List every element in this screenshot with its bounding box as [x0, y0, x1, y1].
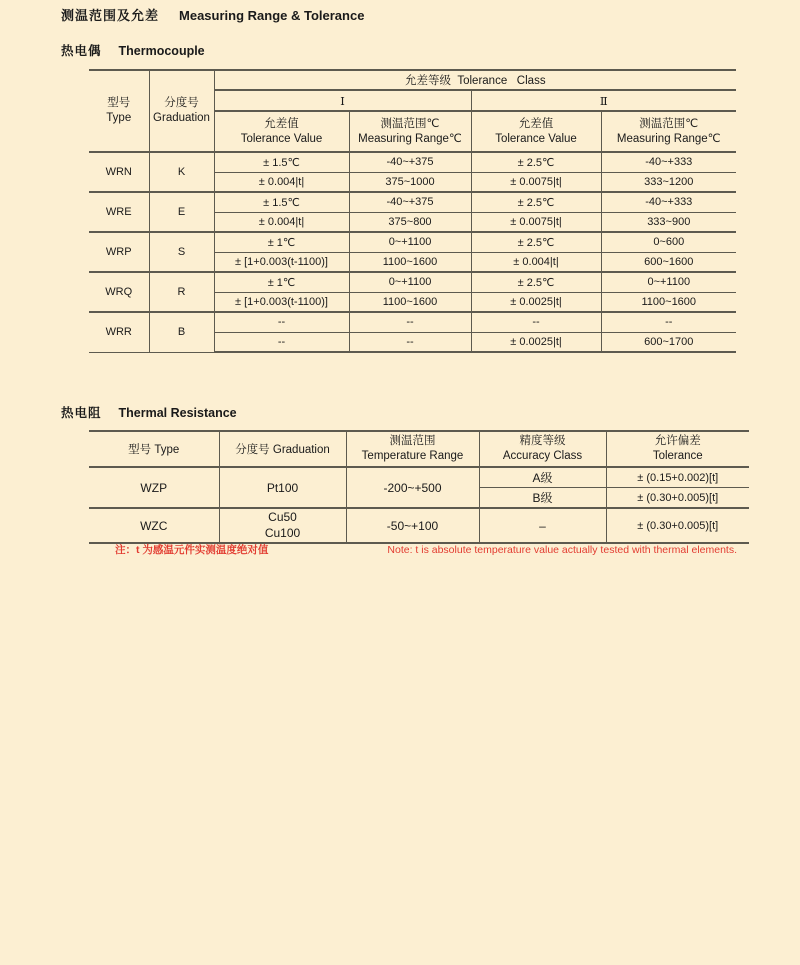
graduation-cell: Pt100 — [219, 467, 346, 508]
thermocouple-header-row-1 — [89, 70, 736, 90]
page-title — [61, 5, 364, 24]
tolerance-cell: ± 2.5℃ — [471, 152, 601, 172]
accuracy-cell: – — [479, 508, 606, 543]
range-cell: 1100~1600 — [349, 292, 471, 312]
tolerance-cell: ± 0.0075|t| — [471, 172, 601, 192]
header-tolerance-value-2-zh: 允差值 — [518, 117, 554, 130]
header-class-1: Ⅰ — [214, 90, 471, 111]
header-measuring-range-2 — [601, 111, 736, 152]
header-tolerance-value-1 — [214, 111, 349, 152]
header-temperature-range — [346, 431, 479, 467]
graduation-cell — [219, 508, 346, 543]
tolerance-cell: ± (0.30+0.005)[t] — [606, 488, 749, 509]
range-cell: 0~+1100 — [601, 272, 736, 292]
tolerance-cell: ± [1+0.003(t-1100)] — [214, 252, 349, 272]
tolerance-cell: ± 0.004|t| — [471, 252, 601, 272]
tolerance-cell: ± 2.5℃ — [471, 272, 601, 292]
range-cell: 333~1200 — [601, 172, 736, 192]
range-cell: -40~+375 — [349, 152, 471, 172]
header-type — [89, 70, 149, 152]
thermal-resistance-heading-zh: 热电阻 — [61, 406, 102, 420]
header-tolerance-value-2 — [471, 111, 601, 152]
range-cell: -50~+100 — [346, 508, 479, 543]
graduation-cell: B — [149, 312, 214, 352]
header-tolerance-zh: 允许偏差 — [654, 435, 701, 448]
range-cell: -- — [349, 312, 471, 332]
type-cell: WRE — [89, 192, 149, 232]
tolerance-cell: ± [1+0.003(t-1100)] — [214, 292, 349, 312]
header-measuring-range-1-zh: 测温范围℃ — [380, 117, 440, 130]
header-measuring-range-2-en: Measuring Range℃ — [616, 132, 721, 145]
tolerance-cell: -- — [214, 332, 349, 352]
range-cell: 375~800 — [349, 212, 471, 232]
footnote-row — [115, 542, 737, 557]
tolerance-cell: ± (0.15+0.002)[t] — [606, 467, 749, 488]
tolerance-cell: ± 1.5℃ — [214, 152, 349, 172]
tolerance-cell: ± 0.0075|t| — [471, 212, 601, 232]
table-row-wrr-1 — [89, 312, 736, 332]
header-type-zh: 型号 — [107, 97, 131, 110]
header-graduation — [149, 70, 214, 152]
page-title-en: Measuring Range & Tolerance — [179, 8, 365, 23]
tolerance-cell: ± 0.0025|t| — [471, 332, 601, 352]
graduation-line-1: Cu50 — [268, 510, 297, 524]
table-row-wre-1 — [89, 192, 736, 212]
header-accuracy-class-en: Accuracy Class — [502, 450, 583, 462]
header-graduation-en: Graduation — [153, 112, 210, 124]
footnote-zh: 注：t 为感温元件实测温度绝对值 — [115, 544, 269, 556]
range-cell: 0~600 — [601, 232, 736, 252]
accuracy-cell: B级 — [479, 488, 606, 509]
graduation-cell: S — [149, 232, 214, 272]
graduation-cell: E — [149, 192, 214, 232]
header-type: 型号 Type — [89, 431, 219, 467]
footnote-en: Note: t is absolute temperature value actually tested with thermal elements. — [387, 544, 737, 556]
header-temperature-range-en: Temperature Range — [361, 450, 464, 462]
table-row-wzp-a — [89, 467, 749, 488]
header-type-en: Type — [106, 112, 132, 124]
header-tolerance — [606, 431, 749, 467]
type-cell: WRP — [89, 232, 149, 272]
table-row-wrn-1 — [89, 152, 736, 172]
header-tolerance-class: 允差等级 Tolerance Class — [214, 70, 736, 90]
tolerance-cell: -- — [214, 312, 349, 332]
thermal-resistance-section-heading — [61, 403, 237, 421]
header-accuracy-class — [479, 431, 606, 467]
range-cell: -40~+333 — [601, 192, 736, 212]
header-tolerance-value-1-zh: 允差值 — [264, 117, 299, 130]
header-class-2: Ⅱ — [471, 90, 736, 111]
type-cell: WRQ — [89, 272, 149, 312]
range-cell: 1100~1600 — [601, 292, 736, 312]
thermal-resistance-heading-en: Thermal Resistance — [118, 406, 237, 420]
range-cell: -- — [601, 312, 736, 332]
tolerance-cell: ± 0.0025|t| — [471, 292, 601, 312]
table-row-wzc — [89, 508, 749, 543]
header-temperature-range-zh: 测温范围 — [389, 435, 436, 448]
tolerance-cell: ± (0.30+0.005)[t] — [606, 508, 749, 543]
header-tolerance-value-1-en: Tolerance Value — [240, 132, 323, 145]
type-cell: WRR — [89, 312, 149, 352]
header-measuring-range-1-en: Measuring Range℃ — [358, 132, 462, 145]
range-cell: -200~+500 — [346, 467, 479, 508]
range-cell: 375~1000 — [349, 172, 471, 192]
type-cell: WZC — [89, 508, 219, 543]
tolerance-cell: ± 1℃ — [214, 272, 349, 292]
thermal-resistance-table — [89, 430, 749, 544]
range-cell: -40~+375 — [349, 192, 471, 212]
table-row-wrp-1 — [89, 232, 736, 252]
graduation-cell: R — [149, 272, 214, 312]
tolerance-cell: ± 2.5℃ — [471, 192, 601, 212]
header-graduation-zh: 分度号 — [164, 97, 199, 110]
thermal-resistance-header-row — [89, 431, 749, 467]
range-cell: -40~+333 — [601, 152, 736, 172]
range-cell: 600~1600 — [601, 252, 736, 272]
range-cell: 600~1700 — [601, 332, 736, 352]
header-graduation: 分度号 Graduation — [219, 431, 346, 467]
thermocouple-heading-zh: 热电偶 — [61, 44, 102, 58]
tolerance-cell: ± 1.5℃ — [214, 192, 349, 212]
table-row-wrq-1 — [89, 272, 736, 292]
accuracy-cell: A级 — [479, 467, 606, 488]
thermocouple-table — [89, 69, 736, 353]
tolerance-cell: -- — [471, 312, 601, 332]
tolerance-cell: ± 1℃ — [214, 232, 349, 252]
range-cell: -- — [349, 332, 471, 352]
page-title-zh: 测温范围及允差 — [61, 8, 160, 23]
type-cell: WRN — [89, 152, 149, 192]
header-measuring-range-2-zh: 测温范围℃ — [639, 117, 699, 130]
header-tolerance-value-2-en: Tolerance Value — [495, 132, 577, 145]
header-measuring-range-1 — [349, 111, 471, 152]
header-tolerance-en: Tolerance — [652, 450, 703, 462]
type-cell: WZP — [89, 467, 219, 508]
tolerance-cell: ± 2.5℃ — [471, 232, 601, 252]
graduation-cell: K — [149, 152, 214, 192]
range-cell: 0~+1100 — [349, 232, 471, 252]
graduation-line-2: Cu100 — [264, 525, 301, 540]
thermocouple-heading-en: Thermocouple — [118, 44, 205, 58]
header-accuracy-class-zh: 精度等级 — [519, 435, 566, 448]
range-cell: 1100~1600 — [349, 252, 471, 272]
tolerance-cell: ± 0.004|t| — [214, 212, 349, 232]
range-cell: 333~900 — [601, 212, 736, 232]
range-cell: 0~+1100 — [349, 272, 471, 292]
tolerance-cell: ± 0.004|t| — [214, 172, 349, 192]
thermocouple-section-heading — [61, 41, 205, 59]
